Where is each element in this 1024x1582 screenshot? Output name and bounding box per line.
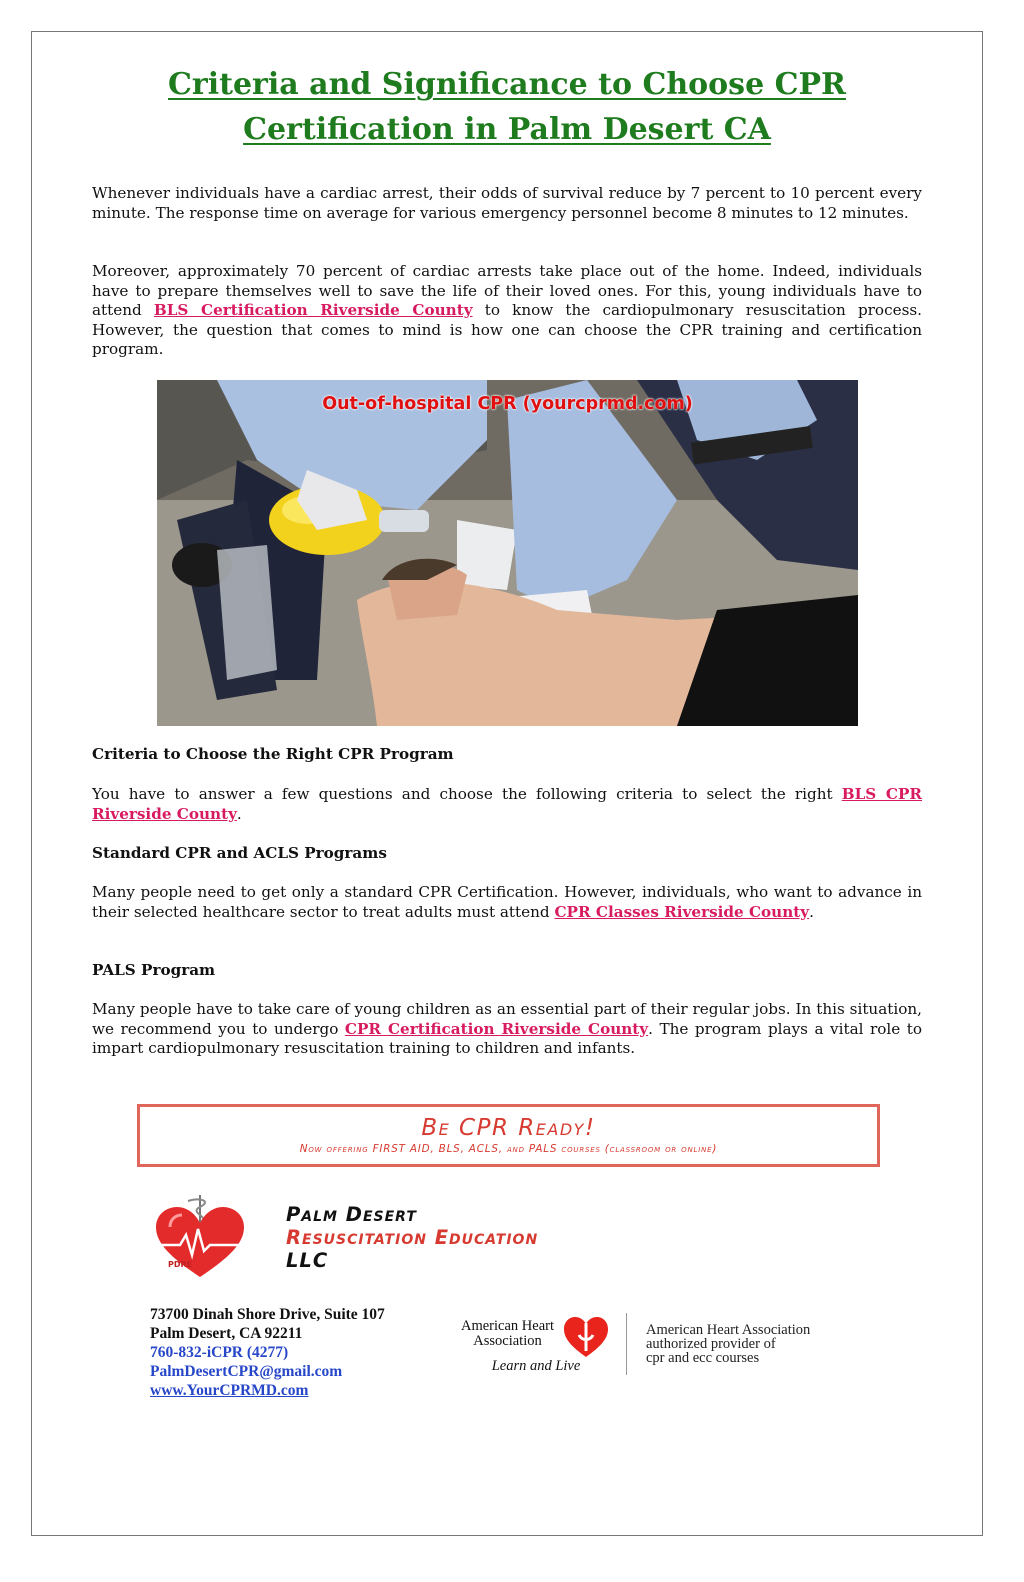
bls-cpr-link[interactable]: BLS CPR Riverside County (92, 785, 922, 823)
cpr-scene-illustration (157, 380, 858, 726)
aha-desc-line3: cpr and ecc courses (646, 1350, 760, 1366)
heart-caduceus-icon (150, 1193, 250, 1283)
company-line1: Palm Desert (286, 1203, 417, 1226)
aha-logo (450, 1313, 850, 1383)
aha-description (646, 1323, 810, 1365)
cpr-photo (157, 380, 858, 726)
standard-text-start: Many people need to get only a standard CPR Certification. However, individuals, who want to advance in their selected healthcare sector to treat adults must attend (92, 883, 922, 921)
page-title: Criteria and Significance to Choose CPR Certification in Palm Desert CA (168, 67, 846, 147)
pals-text-start: Many people have to take care of young children as an essential part of their regular jobs. In this situation, we recommend you to undergo (92, 1000, 922, 1038)
para2-text-start: Moreover, approximately 70 percent of cardiac arrests take place out of the home. Indeed, individuals have to prepare themselves well to save the life of their loved ones. For this, young individuals have to attend (92, 262, 922, 320)
aha-tagline: Learn and Live (491, 1358, 581, 1374)
pdre-logo (150, 1193, 250, 1283)
email-link[interactable]: PalmDesertCPR@gmail.com (150, 1363, 343, 1380)
company-line3: LLC (286, 1249, 329, 1272)
phone-number[interactable]: 760-832-iCPR (4277) (150, 1344, 289, 1361)
cpr-certification-link[interactable]: CPR Certification Riverside County (344, 1019, 649, 1038)
address-line2: Palm Desert, CA 92211 (150, 1325, 303, 1342)
website-link[interactable]: www.YourCPRMD.com (150, 1382, 309, 1399)
pals-paragraph (92, 1000, 922, 1059)
company-name (286, 1203, 538, 1272)
intro-paragraph: Whenever individuals have a cardiac arrest, their odds of survival reduce by 7 percent to 10 percent every minute. The response time on average for various emergency personnel become 8 minutes to 12 minutes. (92, 184, 922, 222)
address-line1: 73700 Dinah Shore Drive, Suite 107 (150, 1306, 385, 1323)
company-line2: Resuscitation Education (286, 1226, 539, 1249)
aha-name (450, 1319, 565, 1349)
section-heading-pals: PALS Program (92, 961, 216, 979)
pals-text-end: . The program plays a vital role to impart cardiopulmonary resuscitation training to children and infants. (92, 1019, 922, 1058)
second-paragraph (92, 262, 922, 360)
photo-caption: Out-of-hospital CPR (yourcprmd.com) (322, 394, 693, 414)
cpr-classes-link[interactable]: CPR Classes Riverside County (554, 902, 810, 921)
para2-text-end: to know the cardiopulmonary resuscitation process. However, the question that comes to mind is how one can choose the CPR training and certification program. (92, 301, 922, 359)
aha-divider (626, 1313, 627, 1375)
section-heading-criteria: Criteria to Choose the Right CPR Program (92, 745, 454, 763)
section-heading-standard: Standard CPR and ACLS Programs (92, 844, 387, 862)
contact-block (150, 1305, 385, 1400)
banner-subtitle: Now offering FIRST AID, BLS, ACLS, and PALS courses (classroom or online) (299, 1143, 718, 1155)
aha-desc-line1: American Heart Association (646, 1322, 811, 1338)
standard-text-end: . (809, 902, 814, 921)
bls-certification-link[interactable]: BLS Certification Riverside County (153, 301, 473, 320)
aha-desc-line2: authorized provider of (646, 1336, 776, 1352)
criteria-text-end: . (236, 804, 242, 823)
banner-title: Be CPR Ready! (421, 1115, 596, 1141)
criteria-paragraph (92, 785, 922, 824)
aha-heart-icon (562, 1315, 610, 1359)
aha-name-line1: American Heart (461, 1318, 554, 1334)
standard-paragraph (92, 883, 922, 922)
promo-banner (137, 1104, 880, 1167)
aha-name-line2: Association (473, 1333, 542, 1349)
logo-text: PDRE (168, 1260, 193, 1269)
criteria-text-start: You have to answer a few questions and choose the following criteria to select the right (92, 785, 842, 803)
